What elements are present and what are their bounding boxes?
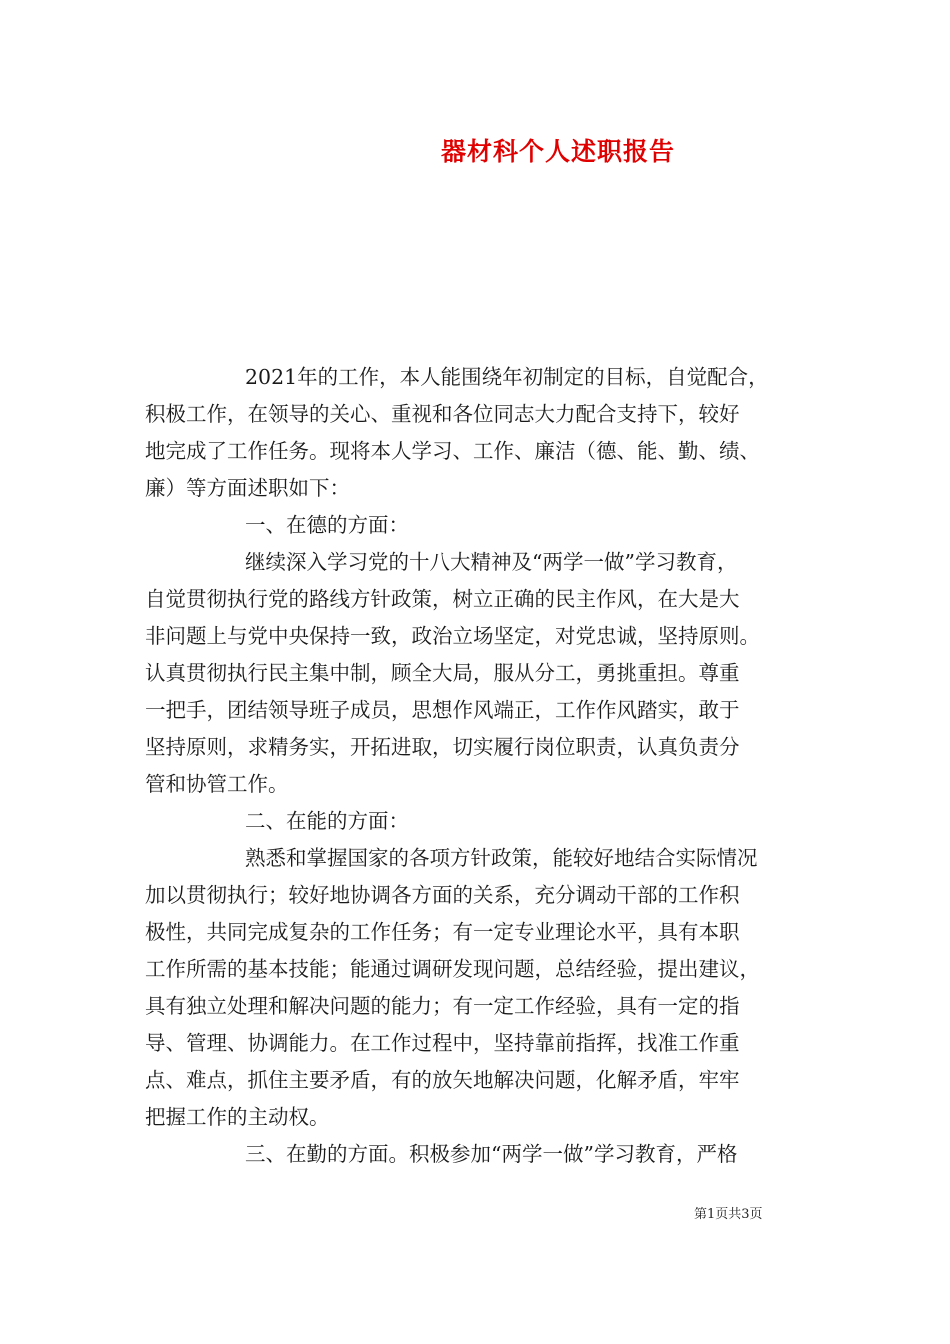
body-line: 一把手，团结领导班子成员，思想作风端正，工作作风踏实，敢于 (145, 698, 740, 722)
section-heading: 一、在德的方面： (245, 513, 409, 537)
body-line: 自觉贯彻执行党的路线方针政策，树立正确的民主作风，在大是大 (145, 587, 740, 611)
body-line: 继续深入学习党的十八大精神及“两学一做”学习教育， (245, 550, 738, 574)
body-line: 坚持原则，求精务实，开拓进取，切实履行岗位职责，认真负责分 (145, 735, 740, 759)
body-line: 廉）等方面述职如下： (145, 476, 350, 500)
body-line: 积极工作，在领导的关心、重视和各位同志大力配合支持下，较好 (145, 402, 740, 426)
body-line: 工作所需的基本技能；能通过调研发现问题，总结经验，提出建议， (145, 957, 760, 981)
body-line: 点、难点，抓住主要矛盾，有的放矢地解决问题，化解矛盾，牢牢 (145, 1068, 740, 1092)
body-line: 管和协管工作。 (145, 772, 289, 796)
body-line: 极性，共同完成复杂的工作任务；有一定专业理论水平，具有本职 (145, 920, 740, 944)
section-heading: 三、在勤的方面。积极参加“两学一做”学习教育，严格 (245, 1142, 738, 1166)
page-number: 第1页共3页 (694, 1207, 763, 1222)
section-heading: 二、在能的方面： (245, 809, 409, 833)
body-line: 熟悉和掌握国家的各项方针政策，能较好地结合实际情况 (245, 846, 758, 870)
body-line: 地完成了工作任务。现将本人学习、工作、廉洁（德、能、勤、绩、 (145, 439, 760, 463)
body-line: 导、管理、协调能力。在工作过程中，坚持靠前指挥，找准工作重 (145, 1031, 740, 1055)
body-line: 加以贯彻执行；较好地协调各方面的关系，充分调动干部的工作积 (145, 883, 740, 907)
body-line: 把握工作的主动权。 (145, 1105, 330, 1129)
document-title: 器材科个人述职报告 (440, 137, 675, 166)
body-line: 2021年的工作，本人能围绕年初制定的目标，自觉配合， (245, 365, 769, 389)
body-line: 具有独立处理和解决问题的能力；有一定工作经验，具有一定的指 (145, 994, 740, 1018)
body-line: 非问题上与党中央保持一致，政治立场坚定，对党忠诚，坚持原则。 (145, 624, 760, 648)
body-line: 认真贯彻执行民主集中制，顾全大局，服从分工，勇挑重担。尊重 (145, 661, 740, 685)
